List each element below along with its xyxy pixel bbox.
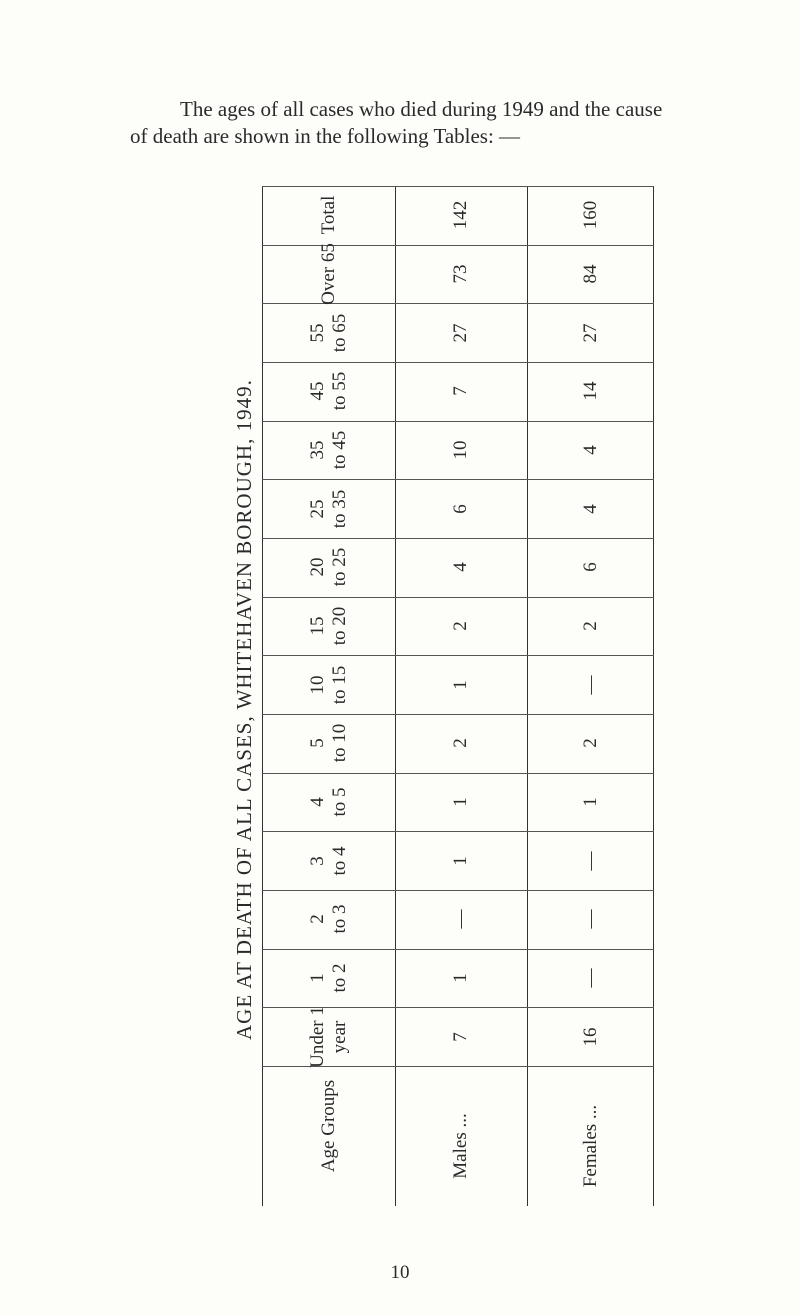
table-cell: 1: [579, 797, 601, 807]
page-number: 10: [390, 1262, 410, 1283]
intro-line-2: of death are shown in the following Tables: —: [130, 124, 521, 148]
age-column-header: Under 1 year: [306, 1005, 350, 1068]
table-column-rule: [527, 186, 528, 1206]
table-cell: 2: [450, 621, 471, 631]
table-row-rule: [262, 421, 654, 422]
table-cell: 2: [450, 738, 471, 749]
table-row-rule: [262, 773, 654, 774]
age-column-header: 4 to 5: [306, 787, 350, 817]
intro-line-1: The ages of all cases who died during 1949 and the cause: [180, 97, 663, 121]
table-cell: 4: [579, 445, 601, 455]
age-column-header: 25 to 35: [306, 489, 350, 528]
table-row-rule: [262, 890, 654, 891]
intro-paragraph: [130, 96, 750, 150]
age-at-death-table: [262, 186, 654, 1206]
table-cell: 142: [450, 201, 471, 230]
age-column-header: 20 to 25: [306, 548, 350, 587]
table-cell: —: [450, 909, 471, 929]
row-label: Females ...: [579, 1104, 601, 1188]
age-groups-header: Age Groups: [317, 1079, 339, 1173]
table-cell: 84: [579, 264, 601, 284]
table-row-rule: [262, 538, 654, 539]
table-cell: 14: [579, 381, 601, 401]
table-cell: 6: [450, 503, 471, 514]
age-column-header: 5 to 10: [306, 724, 350, 763]
table-cell: 27: [579, 323, 601, 343]
table-cell: 2: [579, 738, 601, 749]
table-cell: 27: [450, 323, 471, 343]
table-cell: —: [579, 851, 601, 871]
table-title: AGE AT DEATH OF ALL CASES, WHITEHAVEN BOROUGH, 1949.: [232, 379, 256, 1040]
table-row-rule: [262, 186, 654, 187]
age-column-header: 2 to 3: [306, 904, 350, 934]
table-cell: 1: [450, 679, 471, 690]
table-row-rule: [262, 949, 654, 950]
table-cell: 1: [450, 797, 471, 807]
table-column-rule: [653, 186, 654, 1206]
age-column-header: 55 to 65: [306, 313, 350, 352]
age-column-header: 35 to 45: [306, 430, 350, 470]
table-cell: 7: [450, 1031, 471, 1042]
table-cell: —: [579, 968, 601, 988]
table-cell: 1: [450, 855, 471, 866]
row-label: Males ...: [450, 1113, 471, 1179]
table-cell: 16: [579, 1027, 601, 1047]
table-cell: 7: [450, 386, 471, 397]
table-row-rule: [262, 655, 654, 656]
age-column-header: Over 65: [317, 243, 339, 305]
table-cell: 1: [450, 973, 471, 983]
age-column-header: 10 to 15: [306, 665, 350, 704]
age-column-header: 45 to 55: [306, 372, 350, 411]
table-cell: 10: [450, 440, 471, 460]
age-column-header: 15 to 20: [306, 606, 350, 646]
table-row-rule: [262, 479, 654, 480]
table-cell: 4: [579, 503, 601, 514]
age-column-header: 3 to 4: [306, 846, 350, 876]
table-cell: 160: [579, 201, 601, 230]
table-row-rule: [262, 597, 654, 598]
table-column-rule: [262, 186, 263, 1206]
table-cell: 2: [579, 621, 601, 631]
table-cell: 4: [450, 562, 471, 573]
age-column-header: 1 to 2: [306, 963, 350, 993]
table-column-rule: [395, 186, 396, 1206]
table-row-rule: [262, 362, 654, 363]
age-column-header: Total: [317, 195, 339, 235]
table-cell: —: [579, 675, 601, 695]
table-cell: 6: [579, 562, 601, 573]
table-row-rule: [262, 714, 654, 715]
table-cell: —: [579, 909, 601, 929]
table-row-rule: [262, 831, 654, 832]
table-cell: 73: [450, 264, 471, 284]
